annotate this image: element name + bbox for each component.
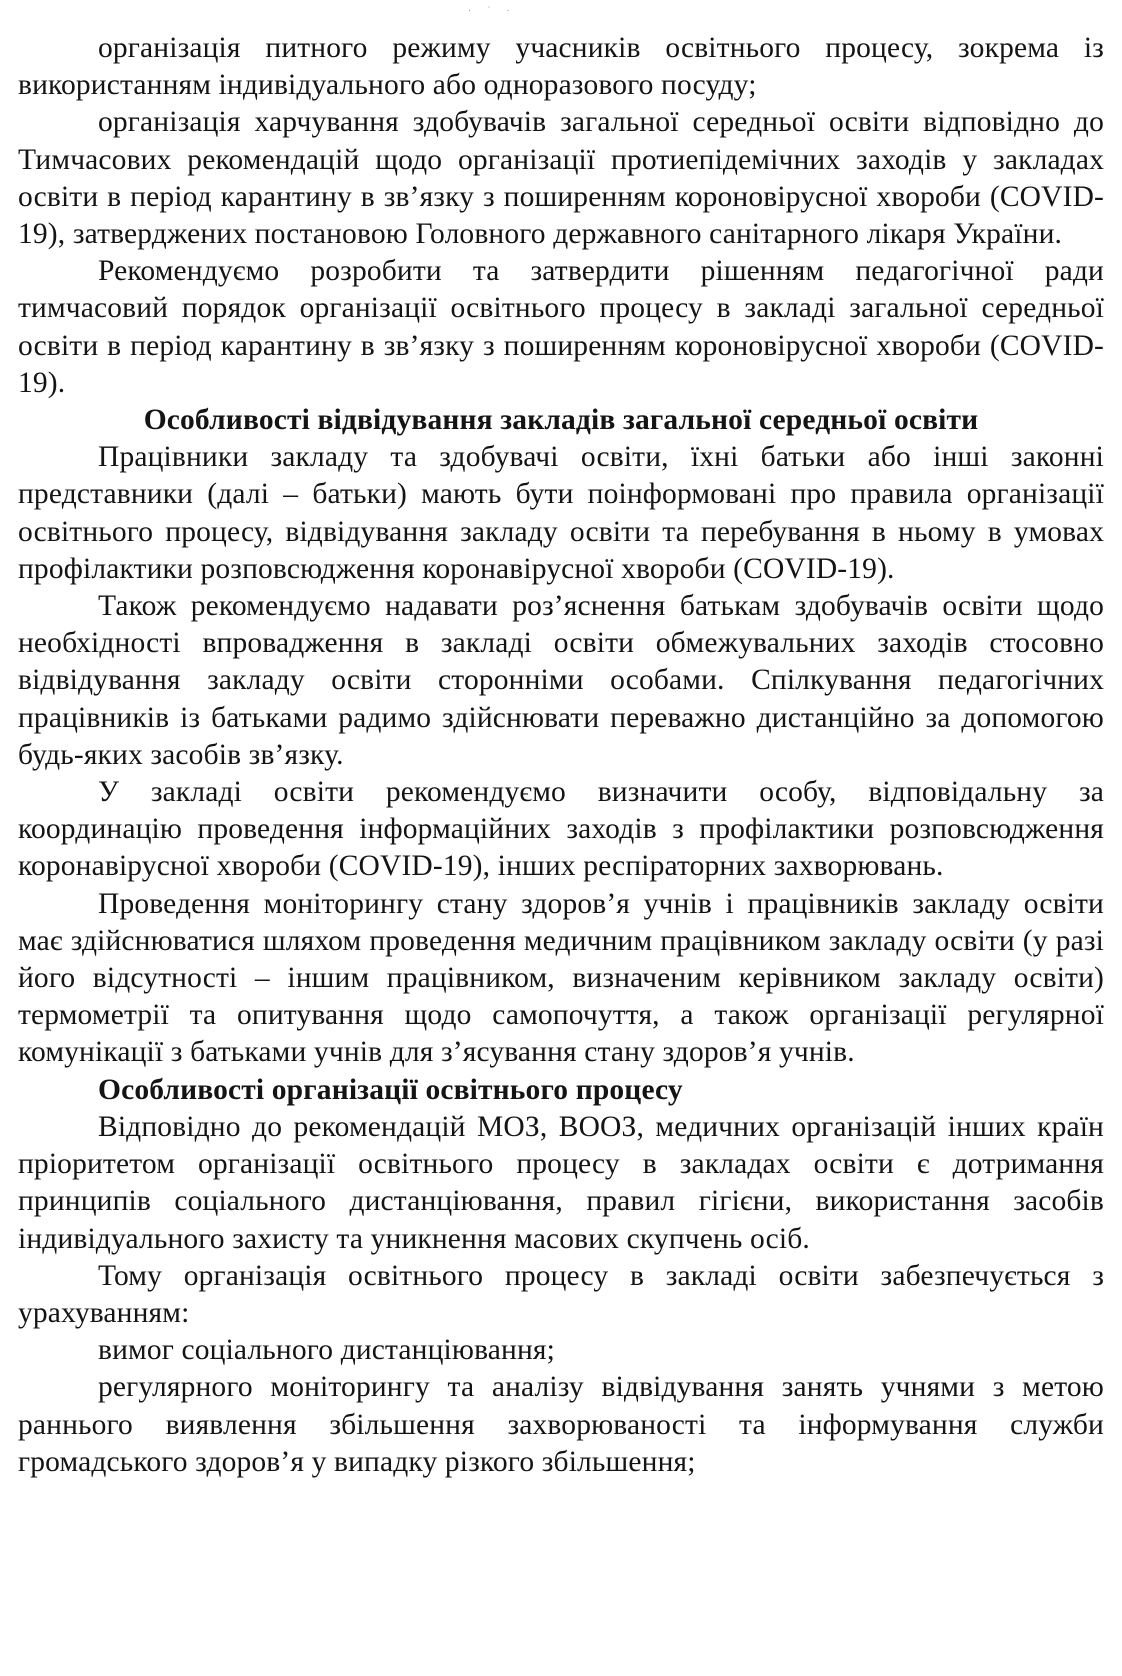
paragraph-nutrition: організація харчування здобувачів загальної середньої освіти відповідно до Тимчасових рекомендацій щодо організації протиепідемічних заходів у закладах освіти в період карантину в зв’язку з поширенням короновірусної хвороби (COVID-19), затверджених постановою Головного державного санітарного лікаря України. bbox=[18, 106, 1104, 251]
paragraph-informing: Працівники закладу та здобувачі освіти, їхні батьки або інші законні представники (далі – батьки) мають бути поінформовані про правила організації освітнього процесу, відвідування закладу освіти та перебування в ньому в умовах профілактики розповсюдження коронавірусної хвороби (COVID-19). bbox=[18, 441, 1104, 585]
paragraph-priorities: Відповідно до рекомендацій МОЗ, ВООЗ, медичних організацій інших країн пріоритетом організації освітнього процесу в закладах освіти є дотримання принципів соціального дистанціювання, правил гігієни, використання засобів індивідуального захисту та уникнення масових скупчень осіб. bbox=[18, 1110, 1104, 1255]
document-page bbox=[18, 30, 1104, 1481]
section-heading-organization: Особливості організації освітнього процесу bbox=[98, 1073, 683, 1106]
paragraph-temporary-procedure: Рекомендуємо розробити та затвердити рішенням педагогічної ради тимчасовий порядок організації освітнього процесу в закладі загальної середньої освіти в період карантину в зв’язку з поширенням короновірусної хвороби (COVID-19). bbox=[18, 255, 1104, 399]
list-item-distancing: вимог соціального дистанціювання; bbox=[98, 1334, 555, 1367]
paragraph-drinking-regime: організація питного режиму учасників освітнього процесу, зокрема із використанням індивідуального або одноразового посуду; bbox=[18, 32, 1104, 102]
list-item-monitoring: регулярного моніторингу та аналізу відвідування занять учнями з метою раннього виявлення збільшення захворюваності та інформування служби громадського здоров’я у випадку різкого збільшення; bbox=[18, 1371, 1104, 1478]
section-heading-attendance: Особливості відвідування закладів загальної середньої освіти bbox=[143, 404, 979, 437]
paragraph-responsible-person: У закладі освіти рекомендуємо визначити особу, відповідальну за координацію проведення інформаційних заходів з профілактики розповсюдження коронавірусної хвороби (COVID-19), інших респіраторних захворювань. bbox=[18, 776, 1104, 883]
paragraph-health-monitoring: Проведення моніторингу стану здоров’я учнів і працівників закладу освіти має здійснюватися шляхом проведення медичним працівником закладу освіти (у разі його відсутності – іншим працівником, визначеним керівником закладу освіти) термометрії та опитування щодо самопочуття, а також організації регулярної комунікації з батьками учнів для з’ясування стану здоров’я учнів. bbox=[18, 887, 1104, 1069]
scan-artifact: · ˙ · bbox=[468, 6, 516, 17]
paragraph-explanations: Також рекомендуємо надавати роз’яснення батькам здобувачів освіти щодо необхідності впровадження в закладі освіти обмежувальних заходів стосовно відвідування закладу освіти сторонніми особами. Спілкування педагогічних працівників із батьками радимо здійснювати переважно дистанційно за допомогою будь-яких засобів зв’язку. bbox=[18, 590, 1104, 771]
paragraph-therefore: Тому організація освітнього процесу в закладі освіти забезпечується з урахуванням: bbox=[18, 1259, 1104, 1329]
